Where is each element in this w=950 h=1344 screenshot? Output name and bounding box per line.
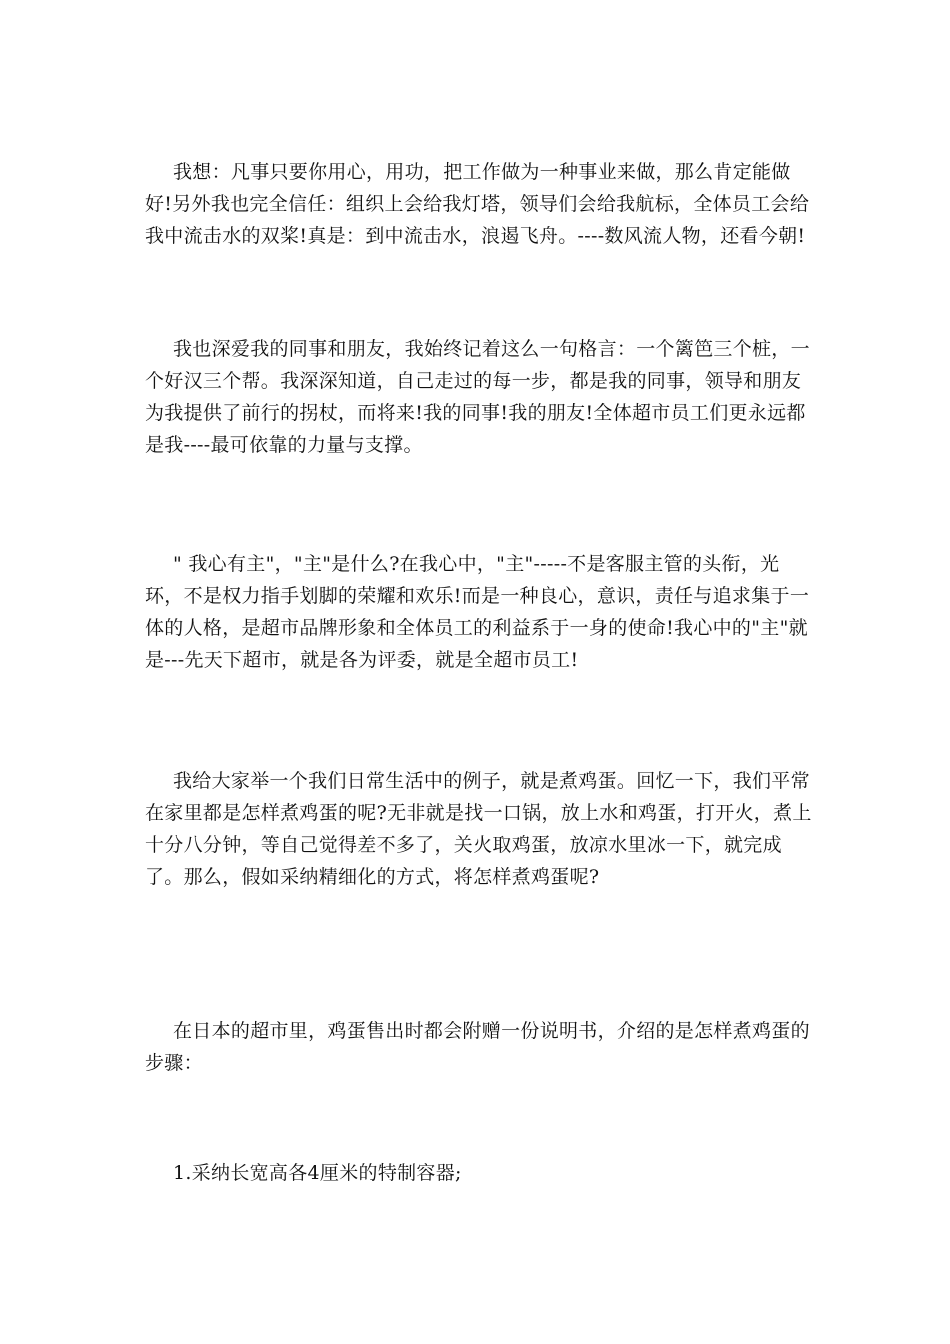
paragraph-japan-supermarket: 在日本的超市里，鸡蛋售出时都会附赠一份说明书，介绍的是怎样煮鸡蛋的步骤：	[145, 1020, 810, 1074]
list-item-step-1: 1.采纳长宽高各4厘米的特制容器;	[173, 1162, 462, 1184]
paragraph-colleagues: 我也深爱我的同事和朋友，我始终记着这么一句格言：一个篱笆三个桩，一个好汉三个帮。我深深知道，自己走过的每一步，都是我的同事，领导和朋友为我提供了前行的拐杖，而将来!我的同事!我的朋友!全体超市员工们更永远都是我----最可依靠的力量与支撑。	[145, 338, 810, 456]
paragraph-my-heart: " 我心有主"，"主"是什么?在我心中，"主"-----不是客服主管的头衔，光环，不是权力指手划脚的荣耀和欢乐!而是一种良心，意识，责任与追求集于一体的人格，是超市品牌形象和全体员工的利益系于一身的使命!我心中的"主"就是---先天下超市，就是各为评委，就是全超市员工!	[145, 553, 810, 671]
paragraph-boiling-eggs: 我给大家举一个我们日常生活中的例子，就是煮鸡蛋。回忆一下，我们平常在家里都是怎样煮鸡蛋的呢?无非就是找一口锅，放上水和鸡蛋，打开火，煮上十分八分钟，等自己觉得差不多了，关火取鸡蛋，放凉水里冰一下，就完成了。那么，假如采纳精细化的方式，将怎样煮鸡蛋呢?	[145, 770, 812, 888]
paragraph-dedication: 我想：凡事只要你用心，用功，把工作做为一种事业来做，那么肯定能做好!另外我也完全信任：组织上会给我灯塔，领导们会给我航标，全体员工会给我中流击水的双桨!真是：到中流击水，浪遏飞舟。----数风流人物，还看今朝!	[145, 161, 810, 247]
